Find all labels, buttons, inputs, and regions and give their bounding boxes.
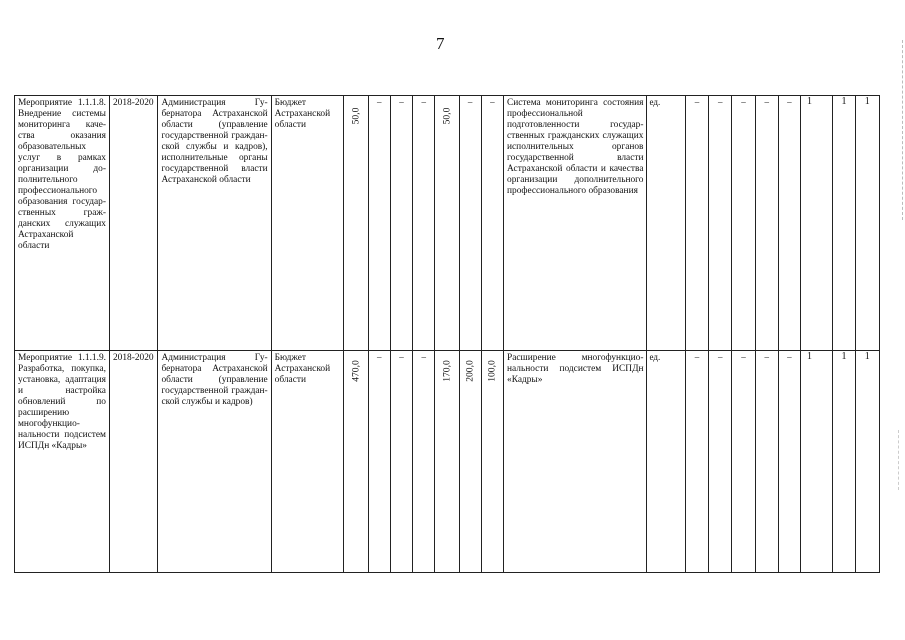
- amount-cell: –: [390, 351, 412, 573]
- funding-source-cell: Бюджет Астраханской области: [271, 96, 344, 351]
- amount-cell: –: [368, 96, 390, 351]
- indicator-value-cell: –: [709, 96, 732, 351]
- unit-cell: ед.: [647, 96, 685, 351]
- indicator-cell: Система мониторинга состояния профессиональной подготовленности государственных гражданских служащих исполнительных органов государственной власти Астраханской области и качества организации дополнительного профессионального образования: [504, 96, 647, 351]
- indicator-value-cell: 1: [855, 351, 879, 573]
- indicator-value-cell: –: [685, 96, 708, 351]
- amount-cell: –: [368, 351, 390, 573]
- scan-edge-mark: [897, 430, 899, 490]
- indicator-value-cell: 1: [833, 96, 855, 351]
- executor-cell: Администрация Губернатора Астраханской области (управление государственной гражданской службы и кадров), исполнительные органы государственной власти Астраханской области: [158, 96, 271, 351]
- amount-cell: –: [413, 96, 435, 351]
- indicator-value-cell: –: [685, 351, 708, 573]
- indicator-cell: Расширение многофункциональности подсистем ИСПДн «Кадры»: [504, 351, 647, 573]
- amount-value: 170,0: [441, 360, 453, 382]
- table-row: [15, 96, 880, 351]
- indicator-value-cell: 1: [855, 96, 879, 351]
- activity-cell: Мероприятие 1.1.1.9. Разработка, покупка, установка, адаптация и настройка обновлений по расширению многофункциональности подсистем ИСПДн «Кадры»: [15, 351, 110, 573]
- funding-source-cell: Бюджет Астраханской области: [271, 351, 344, 573]
- indicator-value-cell: 1: [801, 351, 833, 573]
- amount-cell: [435, 351, 459, 573]
- page-number: 7: [436, 34, 445, 53]
- amount-cell: –: [481, 96, 503, 351]
- indicator-value-cell: –: [732, 96, 755, 351]
- amount-cell: –: [390, 96, 412, 351]
- amount-value: 100,0: [486, 360, 498, 382]
- period-cell: 2018-2020: [109, 96, 158, 351]
- total-amount-cell: [344, 96, 368, 351]
- total-amount-cell: [344, 351, 368, 573]
- indicator-value-cell: 1: [801, 96, 833, 351]
- executor-cell: Администрация Губернатора Астраханской области (управление государственной гражданской службы и кадров): [158, 351, 271, 573]
- total-amount-value: 470,0: [350, 360, 362, 382]
- indicator-value-cell: –: [778, 96, 800, 351]
- amount-value: 200,0: [464, 360, 476, 382]
- indicator-value-cell: 1: [833, 351, 855, 573]
- scan-edge-mark: [901, 40, 903, 220]
- amount-cell: –: [459, 96, 481, 351]
- amount-cell: [435, 96, 459, 351]
- amount-cell: –: [413, 351, 435, 573]
- unit-cell: ед.: [647, 351, 685, 573]
- indicator-value-cell: –: [778, 351, 800, 573]
- amount-cell: [481, 351, 503, 573]
- table-row: [15, 351, 880, 573]
- amount-value: 50,0: [441, 107, 453, 125]
- period-cell: 2018-2020: [109, 351, 158, 573]
- amount-cell: [459, 351, 481, 573]
- indicator-value-cell: –: [732, 351, 755, 573]
- indicator-value-cell: –: [709, 351, 732, 573]
- indicator-value-cell: –: [755, 351, 778, 573]
- program-activities-table: [14, 95, 880, 573]
- total-amount-value: 50,0: [350, 107, 362, 125]
- indicator-value-cell: –: [755, 96, 778, 351]
- activity-cell: Мероприятие 1.1.1.8. Внедрение системы мониторинга качества оказания образовательных услуг в рамках организации дополнительного профессионального образования государственных гражданских служащих Астраханской области: [15, 96, 110, 351]
